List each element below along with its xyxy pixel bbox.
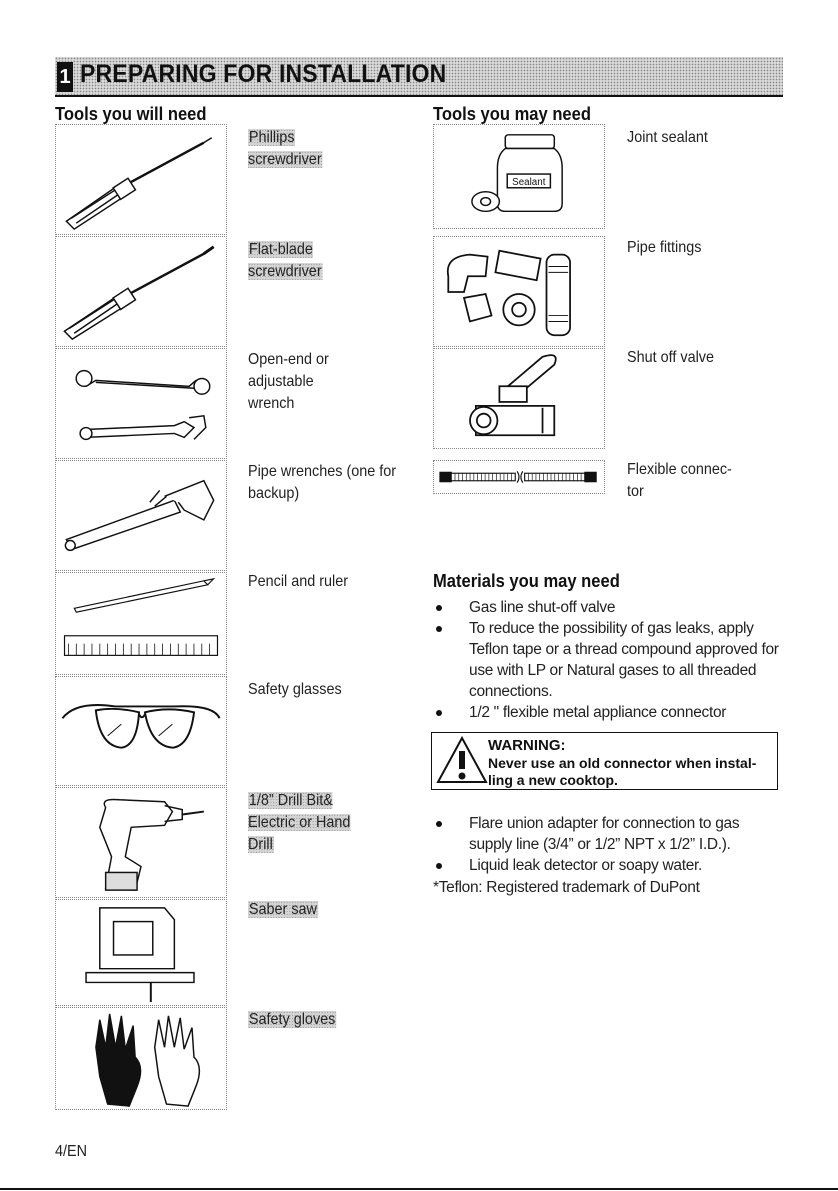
tools-need-title: Tools you will need — [55, 104, 207, 124]
warning-triangle-icon — [436, 735, 488, 785]
list-item: Liquid leak detector or soapy water. — [433, 855, 783, 876]
sealant-jar-icon — [433, 124, 605, 229]
list-item: To reduce the possibility of gas leaks, apply Teflon tape or a thread compound approved for use with LP or Natural gases to all threaded connections. — [433, 618, 783, 702]
tool-label-safety-glasses: Safety glasses — [248, 681, 342, 698]
tool-label-flat-blade: Flat-blade screwdriver — [248, 241, 322, 280]
list-item: Gas line shut-off valve — [433, 597, 783, 618]
warning-box — [431, 732, 778, 790]
sealant-jar-label: Sealant — [512, 176, 546, 188]
page-number: 4/EN — [55, 1143, 88, 1160]
flat-blade-screwdriver-icon — [55, 236, 227, 347]
safety-glasses-icon — [55, 676, 227, 786]
tool-label-saber-saw: Saber saw — [248, 901, 317, 918]
section-title: PREPARING FOR INSTALLATION — [80, 60, 447, 88]
tools-may-title: Tools you may need — [433, 104, 591, 124]
warning-text: Never use an old connector when instal- ling a new cooktop. — [488, 755, 757, 788]
tool-label-drill: 1/8” Drill Bit& Electric or Hand Drill — [248, 792, 351, 853]
phillips-screwdriver-icon — [55, 124, 227, 235]
may-label-flexible-connector: Flexible connec- tor — [627, 461, 732, 500]
may-label-sealant: Joint sealant — [627, 129, 708, 146]
saber-saw-icon — [55, 899, 227, 1006]
section-number: 1 — [57, 62, 73, 92]
list-item: 1/2 " flexible metal appliance connector — [433, 702, 783, 723]
pencil-ruler-icon — [55, 572, 227, 675]
materials-title: Materials you may need — [433, 571, 620, 591]
safety-gloves-icon — [55, 1007, 227, 1110]
warning-title: WARNING: — [488, 737, 566, 754]
materials-list — [433, 597, 783, 723]
may-label-pipe-fittings: Pipe fittings — [627, 239, 702, 256]
drill-icon — [55, 787, 227, 898]
shutoff-valve-icon — [433, 348, 605, 449]
footnote: *Teflon: Registered trademark of DuPont — [433, 879, 700, 896]
flexible-connector-icon — [433, 460, 605, 494]
pipe-fittings-icon — [433, 236, 605, 347]
tool-label-pencil-ruler: Pencil and ruler — [248, 573, 349, 590]
wrench-icon — [55, 348, 227, 459]
tool-label-wrench: Open-end or adjustable wrench — [248, 351, 329, 412]
bottom-rule — [0, 1188, 838, 1190]
tool-label-phillips: Phillips screwdriver — [248, 129, 322, 168]
materials-list-continued — [433, 813, 783, 876]
may-label-shutoff-valve: Shut off valve — [627, 349, 714, 366]
tool-label-pipe-wrenches: Pipe wrenches (one for backup) — [248, 463, 397, 502]
tool-label-safety-gloves: Safety gloves — [248, 1011, 336, 1028]
pipe-wrench-icon — [55, 460, 227, 571]
list-item: Flare union adapter for connection to gas supply line (3/4” or 1/2” NPT x 1/2” I.D.). — [433, 813, 783, 855]
